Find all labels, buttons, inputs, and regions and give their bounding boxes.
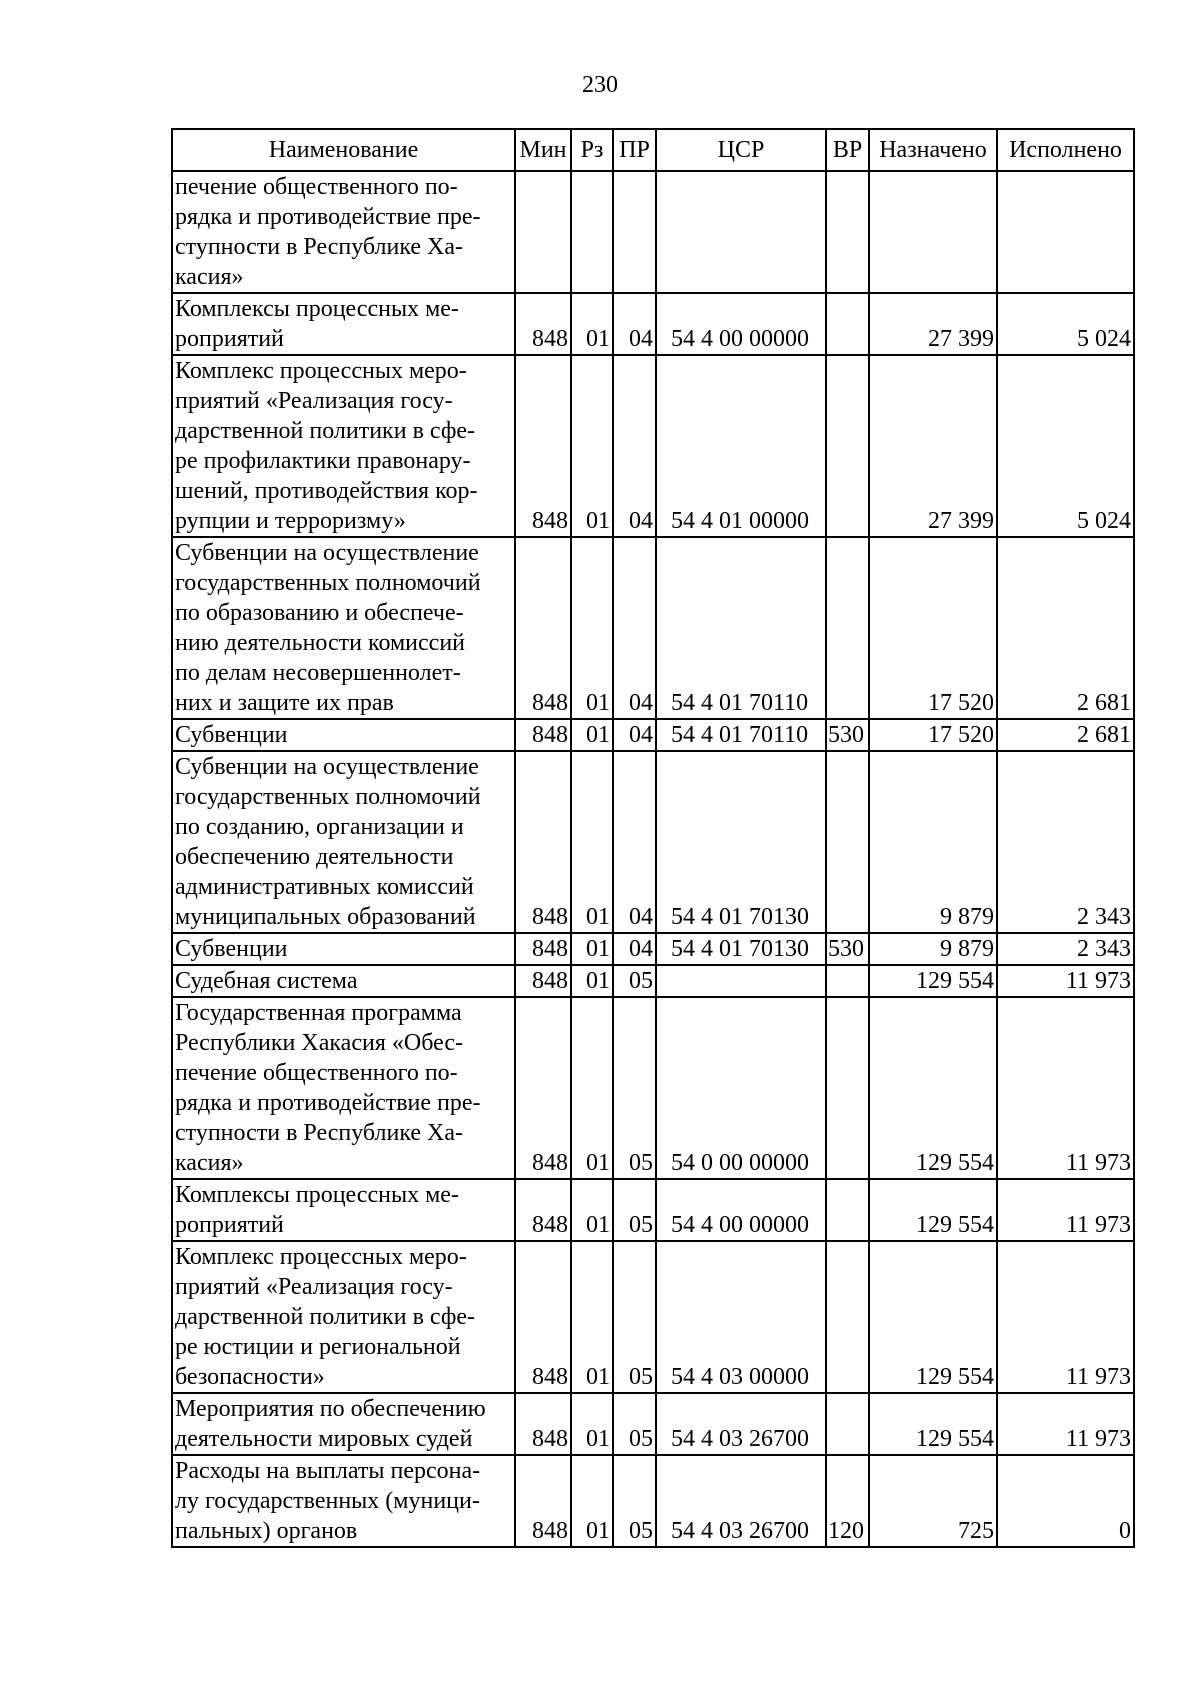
cell-rz: 01 — [571, 1241, 613, 1393]
cell-vr — [826, 1241, 869, 1393]
cell-assigned: 129 554 — [869, 997, 997, 1179]
cell-pr: 05 — [613, 1179, 656, 1241]
cell-assigned: 17 520 — [869, 719, 997, 751]
cell-assigned: 27 399 — [869, 355, 997, 537]
cell-csr — [656, 171, 826, 293]
table-row — [172, 965, 1134, 997]
cell-name: Комплексы процессных ме- роприятий — [172, 293, 515, 355]
cell-vr: 530 — [826, 933, 869, 965]
cell-csr: 54 4 00 00000 — [656, 1179, 826, 1241]
cell-vr — [826, 997, 869, 1179]
cell-rz: 01 — [571, 965, 613, 997]
cell-executed: 11 973 — [997, 1179, 1134, 1241]
cell-min: 848 — [515, 965, 571, 997]
cell-rz: 01 — [571, 719, 613, 751]
page-number: 230 — [582, 72, 618, 98]
cell-min: 848 — [515, 997, 571, 1179]
cell-executed: 2 681 — [997, 719, 1134, 751]
cell-min: 848 — [515, 751, 571, 933]
header-min: Мин — [515, 129, 571, 171]
cell-executed: 11 973 — [997, 997, 1134, 1179]
cell-csr — [656, 965, 826, 997]
cell-csr: 54 4 03 26700 — [656, 1455, 826, 1547]
cell-executed: 2 343 — [997, 933, 1134, 965]
table-row — [172, 1241, 1134, 1393]
cell-csr: 54 4 01 70130 — [656, 933, 826, 965]
cell-pr: 04 — [613, 355, 656, 537]
table-row — [172, 933, 1134, 965]
cell-assigned: 9 879 — [869, 933, 997, 965]
table-row — [172, 355, 1134, 537]
cell-csr: 54 4 01 70110 — [656, 719, 826, 751]
cell-executed: 5 024 — [997, 293, 1134, 355]
header-executed: Исполнено — [997, 129, 1134, 171]
cell-rz — [571, 171, 613, 293]
cell-assigned: 725 — [869, 1455, 997, 1547]
cell-vr — [826, 1179, 869, 1241]
cell-pr: 04 — [613, 933, 656, 965]
table-row — [172, 1393, 1134, 1455]
cell-min: 848 — [515, 355, 571, 537]
cell-pr — [613, 171, 656, 293]
cell-vr — [826, 965, 869, 997]
cell-csr: 54 0 00 00000 — [656, 997, 826, 1179]
cell-assigned: 129 554 — [869, 1179, 997, 1241]
cell-vr — [826, 293, 869, 355]
cell-name: Расходы на выплаты персона- лу государственных (муници- пальных) органов — [172, 1455, 515, 1547]
header-row — [172, 129, 1134, 171]
table-row — [172, 997, 1134, 1179]
cell-executed: 2 343 — [997, 751, 1134, 933]
table-row — [172, 171, 1134, 293]
cell-csr: 54 4 03 26700 — [656, 1393, 826, 1455]
table-row — [172, 1179, 1134, 1241]
cell-min: 848 — [515, 1241, 571, 1393]
cell-executed: 11 973 — [997, 1393, 1134, 1455]
table-row — [172, 293, 1134, 355]
cell-pr: 04 — [613, 719, 656, 751]
cell-min: 848 — [515, 293, 571, 355]
cell-min: 848 — [515, 719, 571, 751]
cell-executed: 11 973 — [997, 1241, 1134, 1393]
cell-executed — [997, 171, 1134, 293]
cell-csr: 54 4 03 00000 — [656, 1241, 826, 1393]
cell-vr — [826, 355, 869, 537]
cell-assigned — [869, 171, 997, 293]
cell-executed: 0 — [997, 1455, 1134, 1547]
cell-pr: 05 — [613, 1393, 656, 1455]
cell-pr: 05 — [613, 1241, 656, 1393]
cell-min: 848 — [515, 1455, 571, 1547]
cell-pr: 04 — [613, 751, 656, 933]
cell-min: 848 — [515, 1393, 571, 1455]
cell-min: 848 — [515, 1179, 571, 1241]
cell-rz: 01 — [571, 751, 613, 933]
table-row — [172, 537, 1134, 719]
table-row — [172, 1455, 1134, 1547]
cell-vr — [826, 171, 869, 293]
cell-assigned: 9 879 — [869, 751, 997, 933]
cell-executed: 11 973 — [997, 965, 1134, 997]
cell-vr — [826, 1393, 869, 1455]
header-rz: Рз — [571, 129, 613, 171]
cell-vr: 120 — [826, 1455, 869, 1547]
cell-pr: 05 — [613, 965, 656, 997]
cell-name: Субвенции на осуществление государственных полномочий по созданию, организации и обеспечению деятельности административных комиссий муниципальных образований — [172, 751, 515, 933]
cell-name: Комплекс процессных меро- приятий «Реализация госу- дарственной политики в сфе- ре юстиции и региональной безопасности» — [172, 1241, 515, 1393]
cell-rz: 01 — [571, 1393, 613, 1455]
cell-min: 848 — [515, 933, 571, 965]
table-row — [172, 751, 1134, 933]
cell-name: Судебная система — [172, 965, 515, 997]
cell-rz: 01 — [571, 933, 613, 965]
header-pr: ПР — [613, 129, 656, 171]
cell-executed: 2 681 — [997, 537, 1134, 719]
cell-rz: 01 — [571, 997, 613, 1179]
cell-csr: 54 4 00 00000 — [656, 293, 826, 355]
cell-name: печение общественного по- рядка и противодействие пре- ступности в Республике Ха- касия» — [172, 171, 515, 293]
cell-name: Субвенции — [172, 719, 515, 751]
cell-name: Комплексы процессных ме- роприятий — [172, 1179, 515, 1241]
budget-table — [171, 128, 1135, 1548]
cell-pr: 05 — [613, 1455, 656, 1547]
cell-min: 848 — [515, 537, 571, 719]
cell-assigned: 129 554 — [869, 965, 997, 997]
header-vr: ВР — [826, 129, 869, 171]
cell-assigned: 27 399 — [869, 293, 997, 355]
cell-pr: 04 — [613, 537, 656, 719]
cell-csr: 54 4 01 70130 — [656, 751, 826, 933]
header-csr: ЦСР — [656, 129, 826, 171]
cell-name: Субвенции на осуществление государственных полномочий по образованию и обеспече- нию деятельности комиссий по делам несовершеннолет- них и защите их прав — [172, 537, 515, 719]
cell-assigned: 17 520 — [869, 537, 997, 719]
cell-vr — [826, 537, 869, 719]
table-row — [172, 719, 1134, 751]
cell-executed: 5 024 — [997, 355, 1134, 537]
cell-vr — [826, 751, 869, 933]
cell-rz: 01 — [571, 293, 613, 355]
cell-csr: 54 4 01 70110 — [656, 537, 826, 719]
cell-assigned: 129 554 — [869, 1241, 997, 1393]
cell-vr: 530 — [826, 719, 869, 751]
cell-name: Мероприятия по обеспечению деятельности мировых судей — [172, 1393, 515, 1455]
cell-csr: 54 4 01 00000 — [656, 355, 826, 537]
cell-name: Комплекс процессных меро- приятий «Реализация госу- дарственной политики в сфе- ре профилактики правонару- шений, противодействия кор- рупции и терроризму» — [172, 355, 515, 537]
cell-min — [515, 171, 571, 293]
cell-rz: 01 — [571, 1179, 613, 1241]
cell-rz: 01 — [571, 1455, 613, 1547]
header-assigned: Назначено — [869, 129, 997, 171]
cell-name: Государственная программа Республики Хакасия «Обес- печение общественного по- рядка и противодействие пре- ступности в Республике Ха- касия» — [172, 997, 515, 1179]
cell-rz: 01 — [571, 537, 613, 719]
cell-pr: 04 — [613, 293, 656, 355]
header-name: Наименование — [172, 129, 515, 171]
cell-rz: 01 — [571, 355, 613, 537]
cell-assigned: 129 554 — [869, 1393, 997, 1455]
cell-name: Субвенции — [172, 933, 515, 965]
cell-pr: 05 — [613, 997, 656, 1179]
